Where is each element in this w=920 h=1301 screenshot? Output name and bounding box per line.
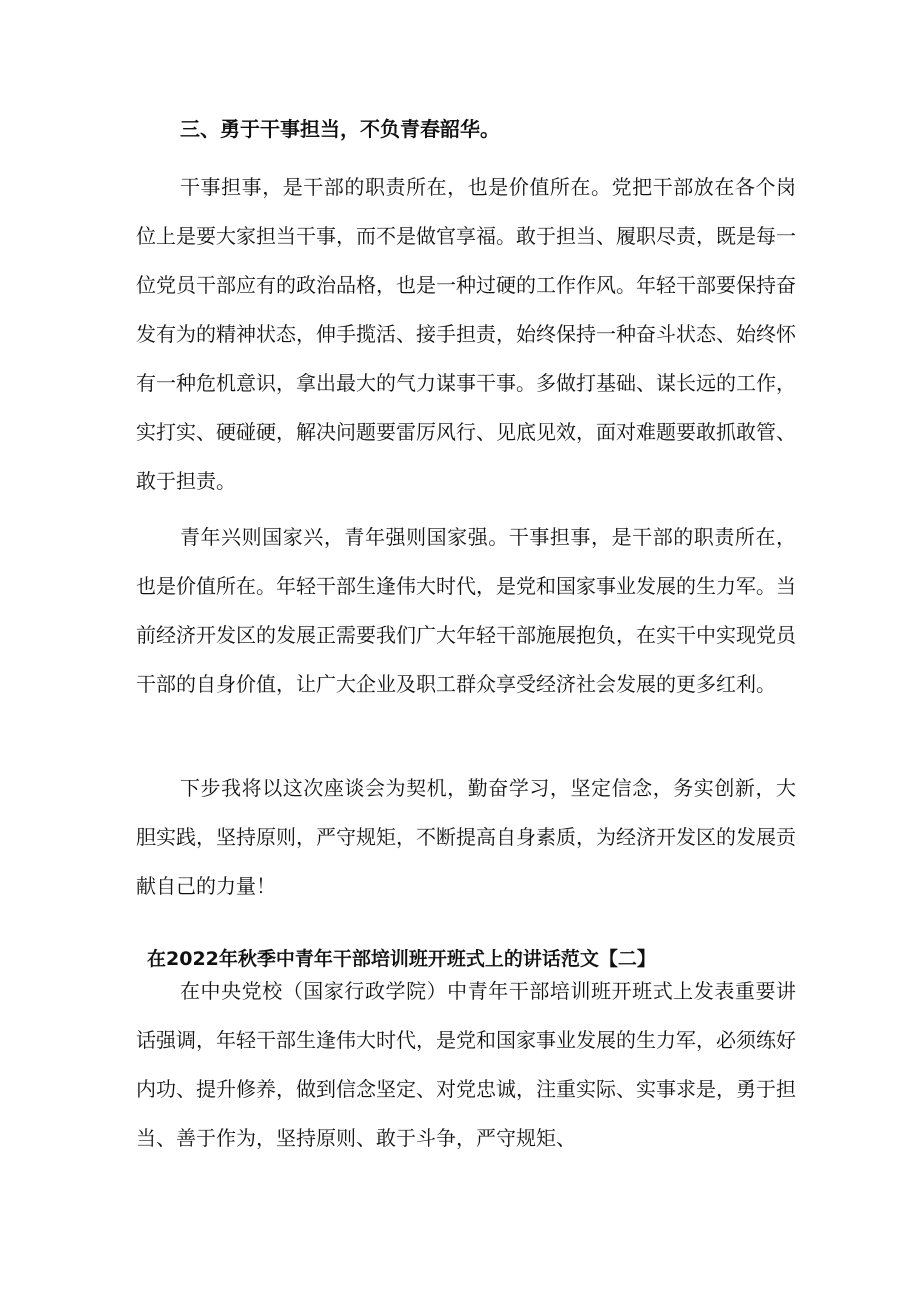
paragraph-1: 干事担事，是干部的职责所在，也是价值所在。党把干部放在各个岗位上是要大家担当干事，而不是做官享福。敢于担当、履职尽责，既是每一位党员干部应有的政治品格，也是一种过硬的工作作风。年轻干部要保持奋发有为的精神状态，伸手揽活、接手担责，始终保持一种奋斗状态、始终怀有一种危机意识，拿出最大的气力谋事干事。多做打基础、谋长远的工作，实打实、硬碰硬，解决问题要雷厉风行、见底见效，面对难题要敢抓敢管、敢于担责。 xyxy=(136,175,796,493)
article-title: 在2022年秋季中青年干部培训班开班式上的讲话范文【二】 xyxy=(147,948,656,970)
paragraph-2: 青年兴则国家兴，青年强则国家强。干事担事，是干部的职责所在，也是价值所在。年轻干部生逢伟大时代，是党和国家事业发展的生力军。当前经济开发区的发展正需要我们广大年轻干部施展抱负，在实干中实现党员干部的自身价值，让广大企业及职工群众享受经济社会发展的更多红利。 xyxy=(136,525,796,696)
section-heading: 三、勇于干事担当，不负青春韶华。 xyxy=(180,117,500,141)
paragraph-3: 下步我将以这次座谈会为契机，勤奋学习，坚定信念，务实创新，大胆实践，坚持原则，严守规矩，不断提高自身素质，为经济开发区的发展贡献自己的力量！ xyxy=(136,776,796,898)
article-paragraph: 在中央党校（国家行政学院）中青年干部培训班开班式上发表重要讲话强调，年轻干部生逢伟大时代，是党和国家事业发展的生力军，必须练好内功、提升修养，做到信念坚定、对党忠诚，注重实际、实事求是，勇于担当、善于作为，坚持原则、敢于斗争，严守规矩、 xyxy=(136,979,796,1150)
